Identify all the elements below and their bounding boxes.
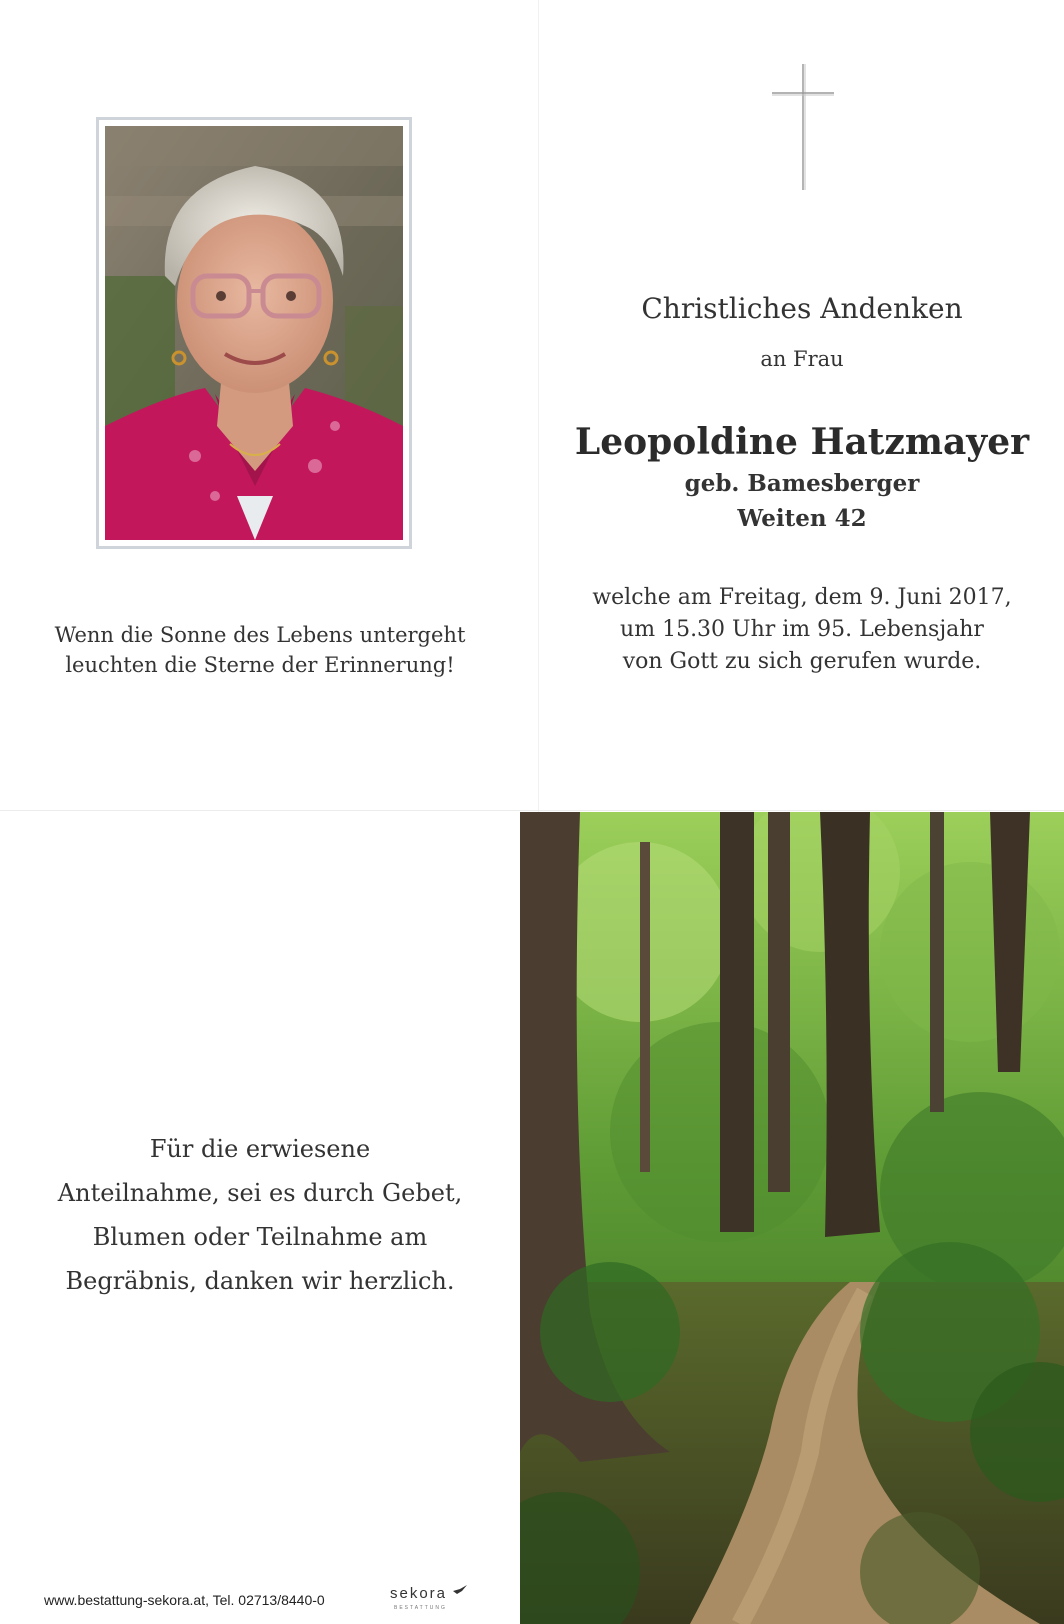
death-line: um 15.30 Uhr im 95. Lebensjahr <box>620 617 984 642</box>
death-line: von Gott zu sich gerufen wurde. <box>622 649 982 674</box>
horizontal-fold <box>0 810 1064 811</box>
maiden-name: geb. Bamesberger <box>684 470 920 497</box>
deceased-name: Leopoldine Hatzmayer <box>574 421 1030 463</box>
portrait-frame <box>96 117 412 549</box>
death-line: welche am Freitag, dem 9. Juni 2017, <box>592 585 1012 610</box>
sekora-logo <box>390 1585 467 1602</box>
logo-text: sekora <box>390 1585 448 1602</box>
vertical-fold <box>538 0 539 812</box>
cross-icon <box>772 64 834 190</box>
thanks-line: Für die erwiesene <box>149 1135 371 1163</box>
thanks-line: Anteilnahme, sei es durch Gebet, <box>57 1179 463 1207</box>
thanks-line: Blumen oder Teilnahme am <box>92 1223 428 1251</box>
forest-photo <box>520 812 1064 1624</box>
thanks-line: Begräbnis, danken wir herzlich. <box>65 1267 455 1295</box>
salutation: an Frau <box>760 347 844 371</box>
bird-icon <box>453 1585 467 1595</box>
heading: Christliches Andenken <box>641 292 963 325</box>
thank-you-text <box>40 1127 480 1303</box>
quote-line: leuchten die Sterne der Erinnerung! <box>65 653 455 677</box>
footer-contact: www.bestattung-sekora.at, Tel. 02713/8440-0 <box>44 1592 325 1608</box>
quote-line: Wenn die Sonne des Lebens untergeht <box>54 623 466 647</box>
memorial-quote <box>40 620 480 680</box>
address: Weiten 42 <box>737 505 867 532</box>
logo-subtitle: BESTATTUNG <box>394 1605 447 1611</box>
portrait-photo <box>105 126 403 540</box>
death-notice <box>560 582 1044 678</box>
